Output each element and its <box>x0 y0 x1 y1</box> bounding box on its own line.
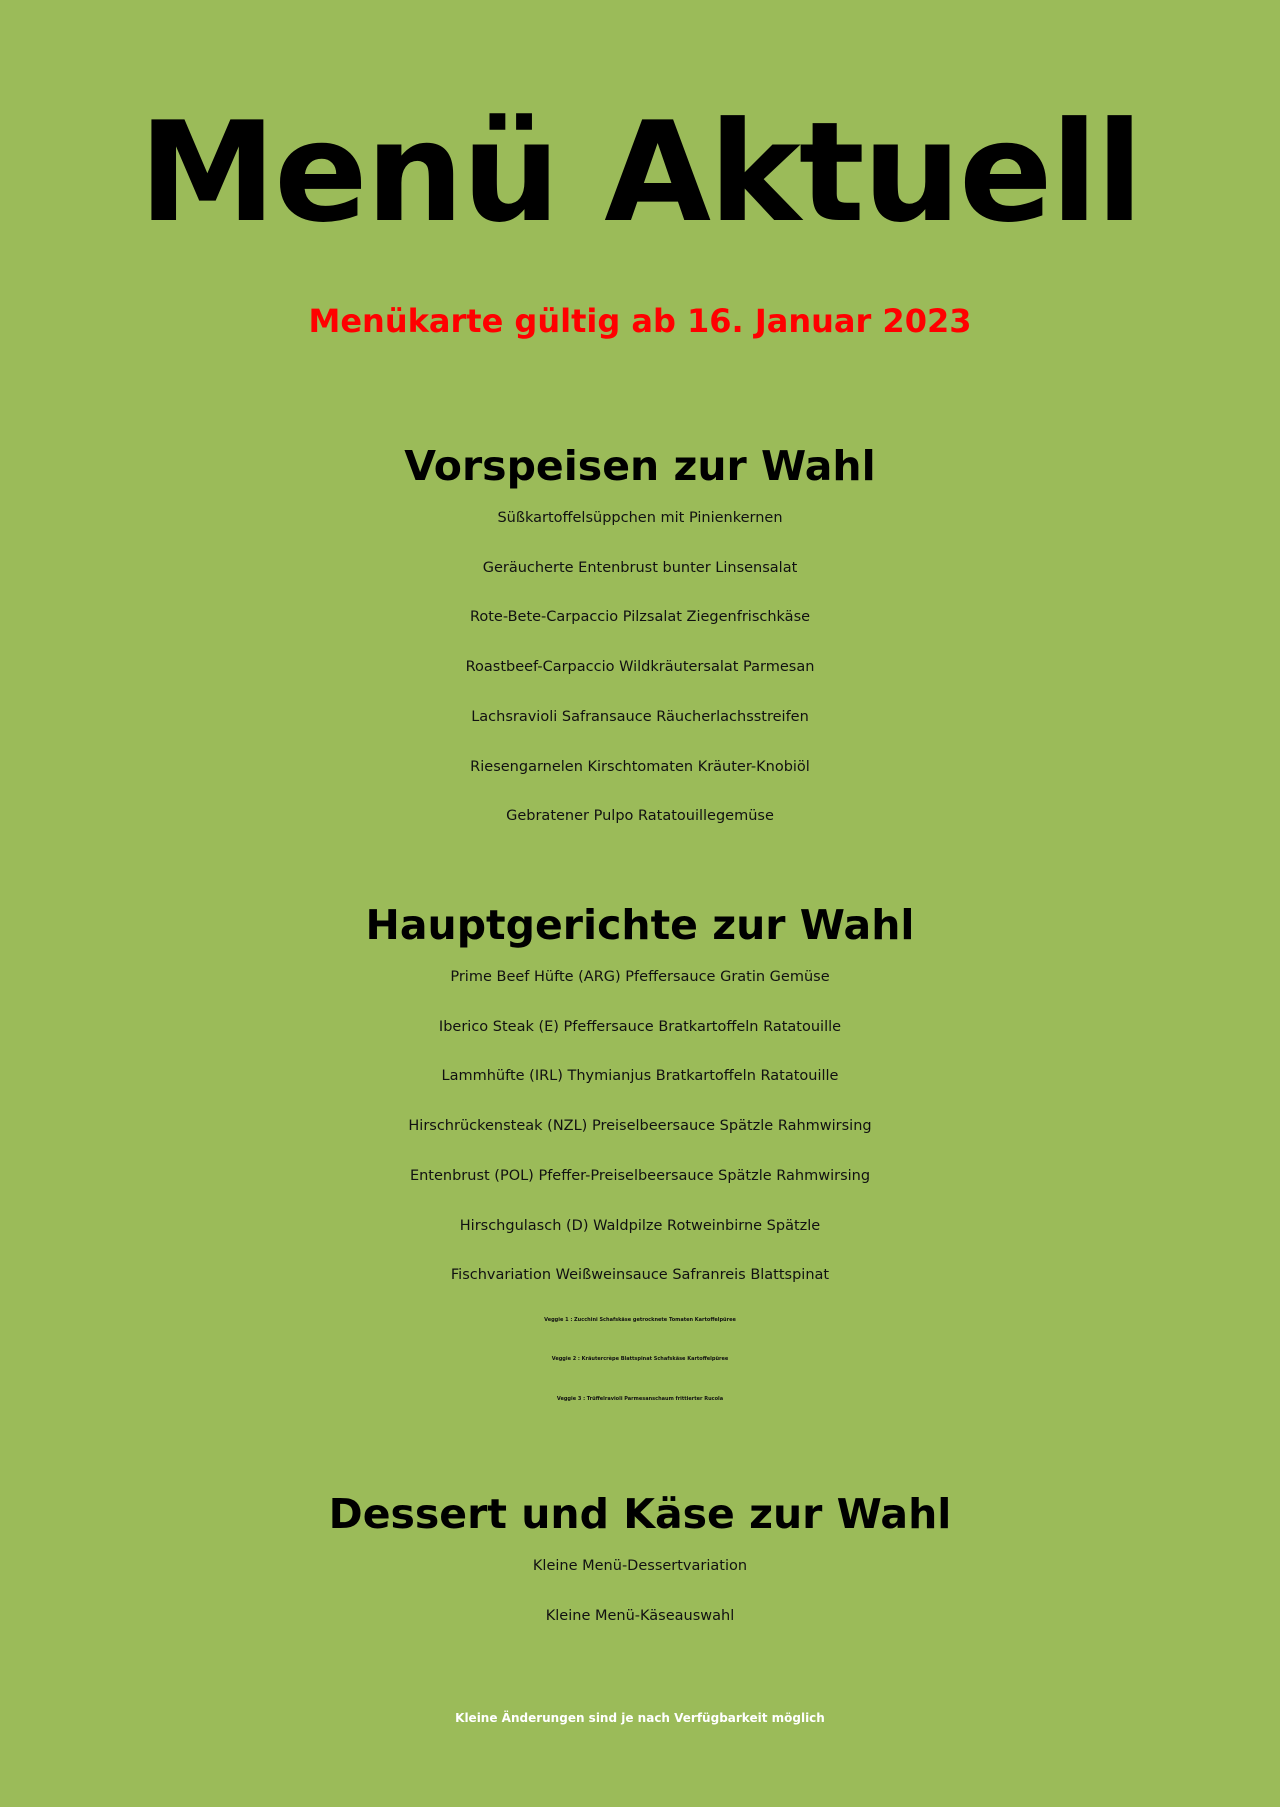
section-heading: Dessert und Käse zur Wahl <box>328 1490 952 1538</box>
menu-item: Prime Beef Hüfte (ARG) Pfeffersauce Gratin Gemüse <box>450 969 830 985</box>
menu-item: Hirschrückensteak (NZL) Preiselbeersauce Spätzle Rahmwirsing <box>408 1118 872 1135</box>
validity-subtitle: Menükarte gültig ab 16. Januar 2023 <box>308 302 972 340</box>
menu-item: Roastbeef-Carpaccio Wildkräutersalat Parmesan <box>465 659 815 676</box>
menu-item: Rote-Bete-Carpaccio Pilzsalat Ziegenfrischkäse <box>469 609 811 626</box>
veggie-item: Veggie 1 : Zucchini Schafskäse getrocknete Tomaten Kartoffelpüree <box>544 1316 736 1323</box>
section-heading: Hauptgerichte zur Wahl <box>365 901 915 949</box>
menu-item: Süßkartoffelsüppchen mit Pinienkernen <box>497 510 783 526</box>
menu-item: Kleine Menü-Käseauswahl <box>545 1607 735 1624</box>
menu-item: Kleine Menü-Dessertvariation <box>532 1558 748 1574</box>
menu-item: Hirschgulasch (D) Waldpilze Rotweinbirne Spätzle <box>459 1217 821 1234</box>
menu-item: Gebratener Pulpo Ratatouillegemüse <box>506 808 774 825</box>
availability-note: Kleine Änderungen sind je nach Verfügbarkeit möglich <box>455 1711 825 1725</box>
menu-item: Lammhüfte (IRL) Thymianjus Bratkartoffeln Ratatouille <box>441 1068 839 1085</box>
menu-item: Entenbrust (POL) Pfeffer-Preiselbeersauce Spätzle Rahmwirsing <box>409 1167 871 1184</box>
section-heading: Vorspeisen zur Wahl <box>404 442 876 490</box>
page-title: Menü Aktuell <box>138 92 1142 253</box>
veggie-item: Veggie 3 : Trüffelravioli Parmesanschaum frittierter Rucola <box>556 1395 724 1402</box>
veggie-item: Veggie 2 : Kräutercrèpe Blattspinat Schafskäse Kartoffelpüree <box>551 1356 729 1363</box>
menu-item: Riesengarnelen Kirschtomaten Kräuter-Knobiöl <box>470 758 810 775</box>
section-hauptgerichte <box>0 897 1280 1419</box>
menu-item: Fischvariation Weißweinsauce Safranreis Blattspinat <box>450 1267 830 1284</box>
menu-item: Lachsravioli Safransauce Räucherlachsstreifen <box>471 708 809 725</box>
section-vorspeisen <box>0 438 1280 842</box>
menu-item: Geräucherte Entenbrust bunter Linsensalat <box>482 559 798 576</box>
menu-item: Iberico Steak (E) Pfeffersauce Bratkartoffeln Ratatouille <box>438 1018 842 1035</box>
section-dessert-kaese <box>0 1486 1280 1641</box>
